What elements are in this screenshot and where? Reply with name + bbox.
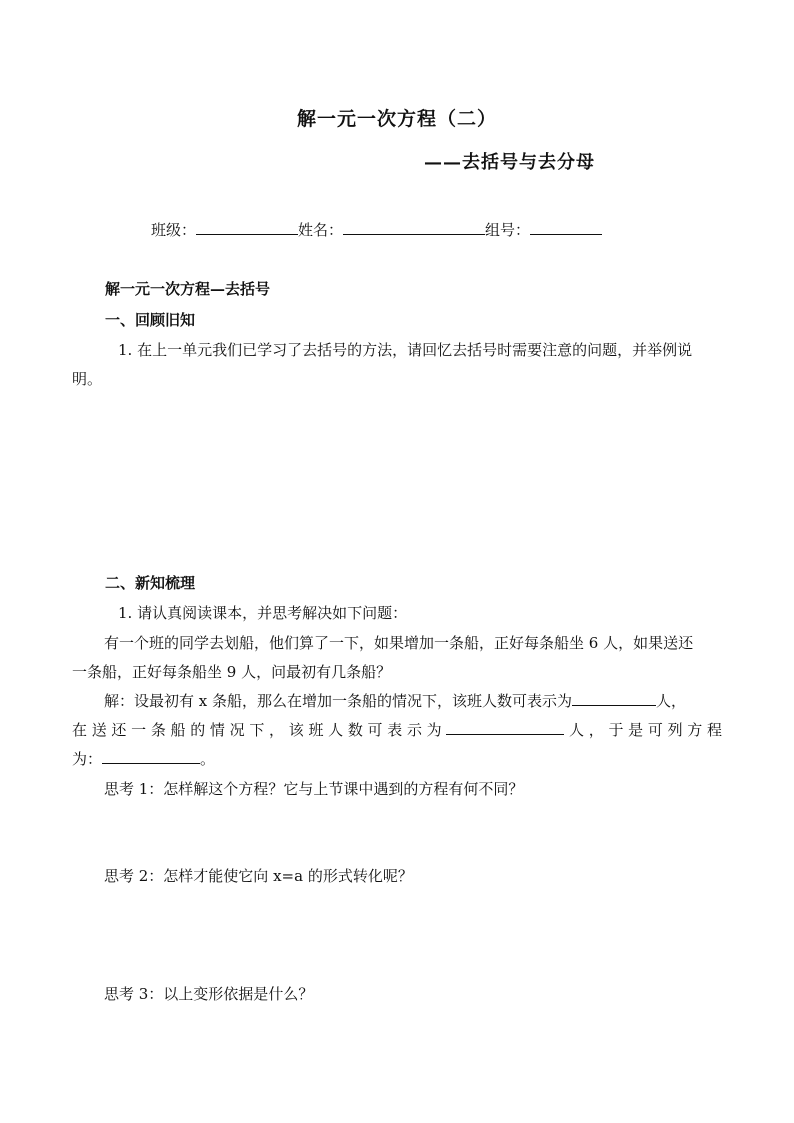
- solution-line2-char: 在: [72, 721, 88, 739]
- solution-line1-unit: 人，: [656, 692, 687, 710]
- name-blank[interactable]: [343, 219, 485, 235]
- part2-question1: 1. 请认真阅读课本，并思考解决如下问题：: [118, 604, 408, 622]
- solution-line3: [72, 748, 215, 769]
- solution-line1: [104, 690, 686, 711]
- section-heading: 解一元一次方程—去括号: [105, 280, 271, 298]
- solution-line2-char: ，: [269, 721, 285, 739]
- answer-blank-3[interactable]: [102, 748, 200, 764]
- solution-line2-char: 是: [628, 721, 644, 739]
- solution-line1-text: 解：设最初有 x 条船，那么在增加一条船的情况下，该班人数可表示为: [104, 692, 572, 710]
- solution-line2-char: 表: [387, 721, 403, 739]
- think-question-3: 思考 3：以上变形依据是什么？: [104, 985, 314, 1003]
- part1-question-line1: 1. 在上一单元我们已学习了去括号的方法，请回忆去括号时需要注意的问题，并举例说: [118, 341, 693, 359]
- think-question-2: 思考 2：怎样才能使它向 x=a 的形式转化呢？: [104, 867, 413, 885]
- answer-blank-2[interactable]: [446, 719, 564, 735]
- solution-line2-char: 下: [249, 721, 265, 739]
- name-label: 姓名：: [298, 221, 344, 239]
- solution-line2-char: 示: [406, 721, 422, 739]
- page-subtitle: ——去括号与去分母: [424, 152, 595, 173]
- class-label: 班级：: [151, 221, 197, 239]
- solution-line2-char: 船: [170, 721, 186, 739]
- solution-line2-char: 人: [328, 721, 344, 739]
- page-title: 解一元一次方程（二）: [296, 108, 497, 130]
- solution-line2-char: 列: [667, 721, 683, 739]
- solution-line2-char: 数: [347, 721, 363, 739]
- solution-line2-char: 况: [229, 721, 245, 739]
- solution-line2-char: 班: [308, 721, 324, 739]
- part2-heading: 二、新知梳理: [105, 574, 196, 592]
- solution-line2-char: 为: [426, 721, 442, 739]
- solution-line2-char: 方: [687, 721, 703, 739]
- solution-line2-char: 送: [91, 721, 107, 739]
- solution-line3-text: 为：: [72, 750, 103, 768]
- solution-line2-char: 条: [150, 721, 166, 739]
- part1-heading: 一、回顾旧知: [105, 311, 196, 329]
- solution-line2-char: 可: [647, 721, 663, 739]
- solution-line2-char: 该: [288, 721, 304, 739]
- solution-line2-char: 一: [131, 721, 147, 739]
- solution-line2-char: 人: [569, 721, 585, 739]
- solution-line2-char: 的: [190, 721, 206, 739]
- solution-line2-char: 还: [111, 721, 127, 739]
- solution-line2-char: ，: [588, 721, 604, 739]
- think-question-1: 思考 1：怎样解这个方程？它与上节课中遇到的方程有何不同？: [104, 780, 524, 798]
- solution-line2: [72, 719, 722, 740]
- solution-line3-end: 。: [200, 750, 216, 768]
- class-blank[interactable]: [196, 219, 298, 235]
- group-label: 组号：: [485, 221, 531, 239]
- student-info-line: [151, 219, 602, 240]
- answer-blank-1[interactable]: [572, 690, 656, 706]
- group-blank[interactable]: [530, 219, 602, 235]
- problem-line2: 一条船，正好每条船坐 9 人，问最初有几条船？: [72, 663, 392, 681]
- solution-line2-char: 情: [209, 721, 225, 739]
- solution-line2-char: 可: [367, 721, 383, 739]
- solution-line2-char: 于: [608, 721, 624, 739]
- part1-question-line2: 明。: [72, 370, 103, 388]
- problem-line1: 有一个班的同学去划船，他们算了一下，如果增加一条船，正好每条船坐 6 人，如果送还: [104, 634, 694, 652]
- solution-line2-char: 程: [706, 721, 722, 739]
